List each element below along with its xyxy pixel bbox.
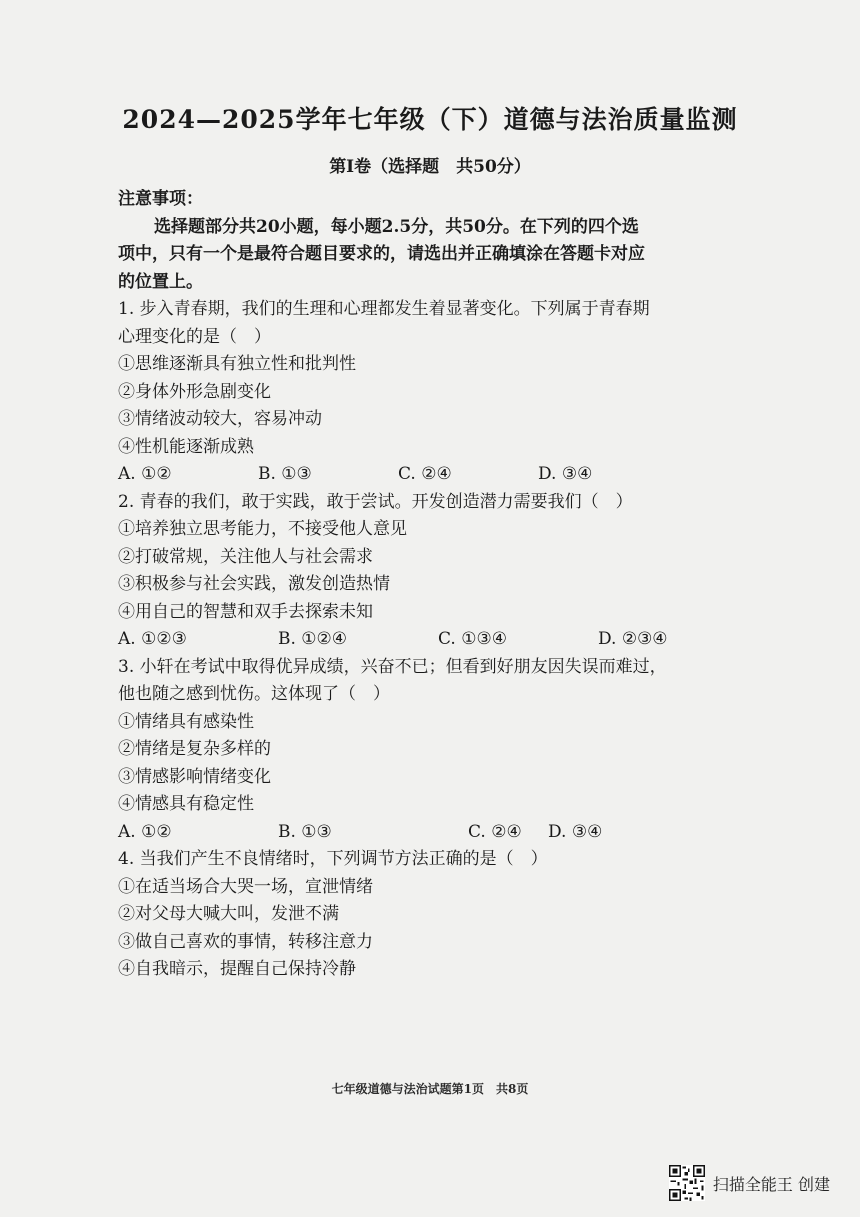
question-3	[118, 654, 758, 847]
exam-title: 2024—2025学年七年级（下）道德与法治质量监测	[122, 105, 738, 134]
option-a: A. ①②	[118, 821, 172, 842]
question-stem: 2. 青春的我们，敢于实践，敢于尝试。开发创造潜力需要我们（ ）	[118, 491, 633, 512]
question-1	[118, 296, 758, 489]
question-item: ①在适当场合大哭一场，宣泄情绪	[118, 876, 373, 897]
question-item: ④自我暗示，提醒自己保持冷静	[118, 959, 356, 979]
question-item: ②对父母大喊大叫，发泄不满	[118, 904, 339, 924]
option-c: C. ②④	[398, 464, 452, 484]
option-a: A. ①②③	[118, 629, 187, 649]
notice-heading: 注意事项：	[118, 189, 203, 209]
question-stem: 3. 小轩在考试中取得优异成绩，兴奋不已；但看到好朋友因失误而难过，	[118, 656, 667, 677]
scanner-watermark	[669, 1165, 830, 1201]
option-b: B. ①②④	[278, 629, 348, 649]
question-item: ④情感具有稳定性	[118, 794, 254, 814]
option-d: D. ③④	[548, 821, 603, 842]
scanner-label: 扫描全能王 创建	[712, 1174, 830, 1194]
notice-line: 项中，只有一个是最符合题目要求的，请选出并正确填涂在答题卡对应	[118, 244, 645, 264]
answer-options	[118, 461, 758, 489]
option-d: D. ③④	[538, 464, 593, 484]
question-item: ①培养独立思考能力，不接受他人意见	[118, 519, 407, 539]
question-stem: 4. 当我们产生不良情绪时，下列调节方法正确的是（ ）	[118, 849, 548, 869]
section-subtitle: 第Ⅰ卷（选择题 共50分）	[329, 157, 531, 177]
option-b: B. ①③	[278, 821, 332, 842]
notice-line: 的位置上。	[118, 271, 203, 292]
question-2	[118, 489, 758, 654]
question-item: ③情绪波动较大，容易冲动	[118, 409, 322, 429]
question-item: ④性机能逐渐成熟	[118, 436, 254, 457]
page-footer: 七年级道德与法治试题第1页 共8页	[331, 1082, 529, 1096]
option-c: C. ②④	[468, 821, 522, 842]
question-4	[118, 846, 758, 984]
question-item: ③情感影响情绪变化	[118, 766, 271, 787]
question-item: ①情绪具有感染性	[118, 711, 254, 732]
answer-options	[118, 626, 758, 654]
question-item: ③积极参与社会实践，激发创造热情	[118, 574, 390, 594]
question-item: ②打破常规，关注他人与社会需求	[118, 546, 373, 567]
answer-options	[118, 819, 758, 847]
notice-line: 选择题部分共20小题，每小题2.5分，共50分。在下列的四个选	[154, 216, 639, 237]
question-item: ③做自己喜欢的事情，转移注意力	[118, 931, 373, 952]
question-item: ①思维逐渐具有独立性和批判性	[118, 354, 356, 374]
question-item: ②身体外形急剧变化	[118, 381, 271, 402]
option-b: B. ①③	[258, 464, 312, 484]
question-stem: 心理变化的是（ ）	[118, 326, 271, 347]
option-a: A. ①②	[118, 464, 172, 484]
qr-code-icon	[669, 1165, 705, 1201]
option-c: C. ①③④	[438, 629, 507, 649]
exam-content	[118, 186, 758, 984]
question-stem: 1. 步入青春期，我们的生理和心理都发生着显著变化。下列属于青春期	[118, 299, 650, 319]
question-stem: 他也随之感到忧伤。这体现了（ ）	[118, 684, 390, 704]
question-item: ②情绪是复杂多样的	[118, 739, 271, 759]
option-d: D. ②③④	[598, 629, 668, 649]
question-item: ④用自己的智慧和双手去探索未知	[118, 601, 373, 622]
